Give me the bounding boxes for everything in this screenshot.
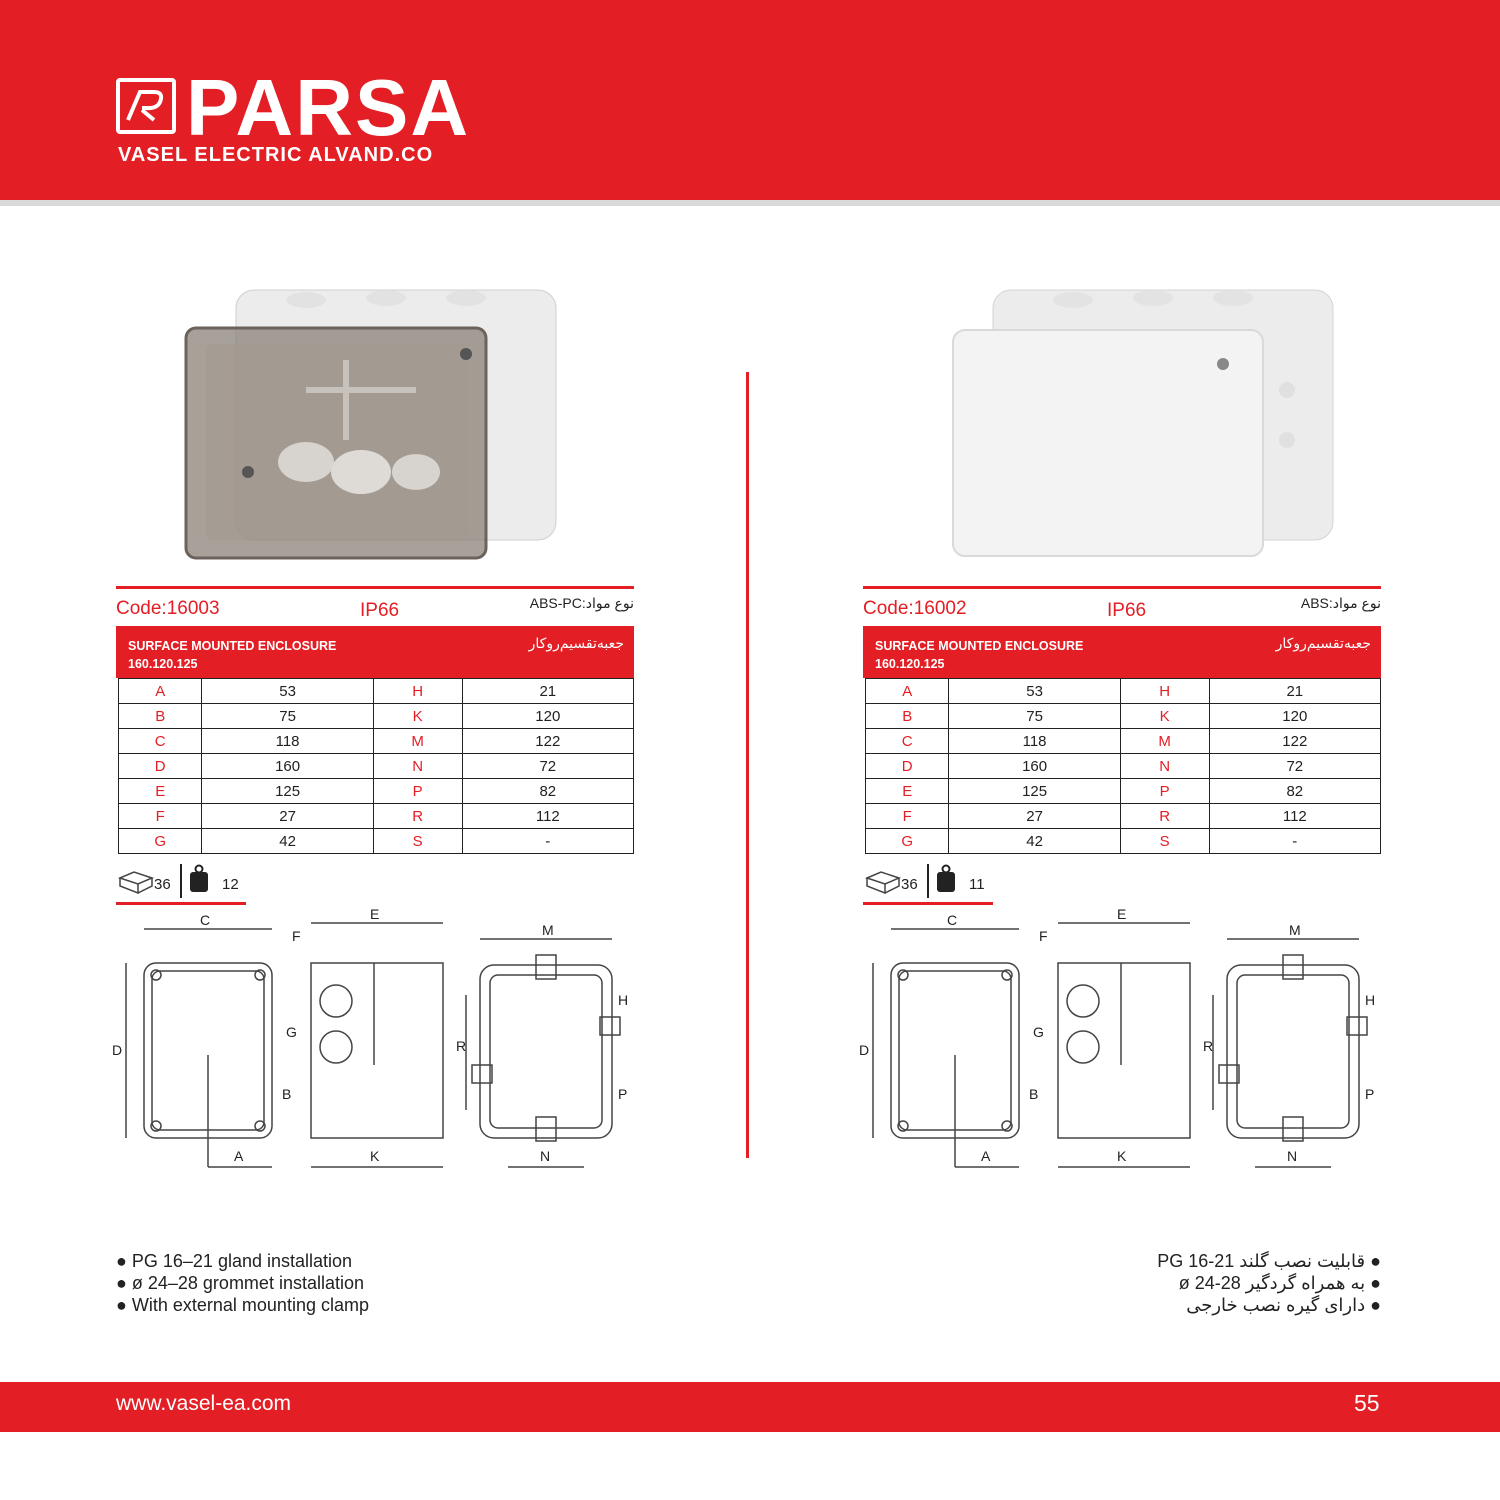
product-code: Code:16003 (116, 598, 220, 619)
dim-label-c: C (200, 912, 211, 928)
feature-list-english (116, 1250, 369, 1316)
feature-item: ● With external mounting clamp (116, 1295, 369, 1315)
dim-label-cell: N (1120, 754, 1209, 779)
dim-label-cell: D (119, 754, 202, 779)
dimensions-table (865, 678, 1381, 854)
ip-rating: IP66 (360, 600, 400, 621)
dim-label-a: A (981, 1148, 991, 1164)
dim-label-h: H (1365, 992, 1376, 1008)
dim-label-cell: A (119, 679, 202, 704)
dim-value-cell: 82 (1209, 779, 1380, 804)
table-row (119, 729, 634, 754)
dim-label-h: H (618, 992, 629, 1008)
dim-value-cell: 160 (202, 754, 373, 779)
dim-label-cell: S (1120, 829, 1209, 854)
dim-value-cell: 27 (202, 804, 373, 829)
company-name: VASEL ELECTRIC ALVAND.CO (118, 144, 434, 166)
dim-value-cell: 125 (202, 779, 373, 804)
dim-label-cell: N (373, 754, 462, 779)
dim-value-cell: 120 (1209, 704, 1380, 729)
dim-label-e: E (1117, 906, 1127, 922)
box-quantity: 36 (901, 876, 918, 893)
header-line (116, 586, 634, 589)
dim-value-cell: 75 (202, 704, 373, 729)
dim-value-cell: - (462, 829, 633, 854)
table-row (866, 829, 1381, 854)
center-divider (746, 372, 749, 1158)
dim-value-cell: 75 (949, 704, 1120, 729)
dim-label-cell: R (1120, 804, 1209, 829)
brand-name: PARSA (186, 63, 471, 152)
product-photo-opaque-lid (923, 280, 1323, 570)
packaging-info (863, 864, 993, 894)
title-persian: جعبه‌تقسیم‌روکار (1275, 635, 1371, 651)
product-panel-right (859, 0, 1383, 1380)
dim-label-cell: P (373, 779, 462, 804)
ip-rating: IP66 (1107, 600, 1147, 621)
table-row (866, 754, 1381, 779)
carton-box-icon (118, 868, 154, 894)
feature-item: ● دارای گیره نصب خارجی (1186, 1295, 1381, 1315)
dim-value-cell: 82 (462, 779, 633, 804)
title-persian: جعبه‌تقسیم‌روکار (528, 635, 624, 651)
dim-label-r: R (456, 1038, 467, 1054)
dim-label-cell: E (866, 779, 949, 804)
dim-label-g: G (286, 1024, 297, 1040)
page-number: 55 (1354, 1390, 1380, 1416)
dim-label-m: M (542, 922, 554, 938)
dim-value-cell: 21 (1209, 679, 1380, 704)
table-row (866, 679, 1381, 704)
dim-label-k: K (370, 1148, 380, 1164)
dim-label-n: N (540, 1148, 551, 1164)
dim-value-cell: 118 (949, 729, 1120, 754)
dim-value-cell: 27 (949, 804, 1120, 829)
dim-value-cell: 21 (462, 679, 633, 704)
dim-label-cell: A (866, 679, 949, 704)
feature-item: ● ø 24–28 grommet installation (116, 1273, 364, 1293)
dim-label-g: G (1033, 1024, 1044, 1040)
table-row (866, 804, 1381, 829)
dim-value-cell: 125 (949, 779, 1120, 804)
dimensions-table (118, 678, 634, 854)
dim-label-cell: D (866, 754, 949, 779)
dim-label-cell: B (119, 704, 202, 729)
weight-value: 11 (969, 876, 985, 893)
dim-label-cell: H (1120, 679, 1209, 704)
table-row (119, 754, 634, 779)
dim-label-cell: M (1120, 729, 1209, 754)
dim-value-cell: 122 (1209, 729, 1380, 754)
dim-label-p: P (618, 1086, 628, 1102)
feature-item: ● PG 16–21 gland installation (116, 1251, 353, 1271)
dim-label-d: D (112, 1042, 123, 1058)
dim-label-cell: C (866, 729, 949, 754)
product-panel-left (112, 0, 636, 1380)
packaging-separator (927, 864, 929, 898)
table-row (119, 829, 634, 854)
title-english (128, 637, 336, 673)
dim-label-cell: M (373, 729, 462, 754)
dim-label-cell: B (866, 704, 949, 729)
feature-item: ● قابلیت نصب گلند PG 16-21 (1157, 1251, 1381, 1271)
feature-list-persian (1001, 1250, 1381, 1316)
website-link[interactable]: www.vasel-ea.com (116, 1392, 292, 1415)
title-english-line1: SURFACE MOUNTED ENCLOSURE (128, 639, 337, 653)
dim-label-e: E (370, 906, 380, 922)
table-row (119, 679, 634, 704)
dim-value-cell: 53 (202, 679, 373, 704)
dim-label-f: F (292, 928, 301, 944)
header-line (863, 586, 1381, 589)
product-code: Code:16002 (863, 598, 967, 619)
packaging-info (116, 864, 246, 894)
dim-label-cell: S (373, 829, 462, 854)
table-row (119, 779, 634, 804)
dim-label-k: K (1117, 1148, 1127, 1164)
dim-value-cell: 72 (462, 754, 633, 779)
dim-label-cell: R (373, 804, 462, 829)
technical-drawing (859, 905, 1383, 1175)
dim-label-cell: H (373, 679, 462, 704)
material-type: نوع مواد:ABS-PC (529, 595, 634, 611)
dim-label-cell: K (1120, 704, 1209, 729)
table-row (866, 779, 1381, 804)
dim-value-cell: 120 (462, 704, 633, 729)
dim-label-n: N (1287, 1148, 1298, 1164)
packaging-separator (180, 864, 182, 898)
dim-label-b: B (282, 1086, 292, 1102)
dim-label-p: P (1365, 1086, 1375, 1102)
dim-value-cell: 72 (1209, 754, 1380, 779)
dim-value-cell: 112 (1209, 804, 1380, 829)
table-row (866, 729, 1381, 754)
dim-label-cell: G (866, 829, 949, 854)
weight-icon (935, 864, 957, 894)
dim-label-cell: G (119, 829, 202, 854)
dim-label-b: B (1029, 1086, 1039, 1102)
weight-value: 12 (222, 876, 239, 893)
table-row (119, 804, 634, 829)
weight-icon (188, 864, 210, 894)
dim-value-cell: - (1209, 829, 1380, 854)
dim-label-d: D (859, 1042, 870, 1058)
table-row (119, 704, 634, 729)
dim-value-cell: 42 (202, 829, 373, 854)
dim-label-r: R (1203, 1038, 1214, 1054)
dim-value-cell: 122 (462, 729, 633, 754)
dim-label-cell: E (119, 779, 202, 804)
dim-label-cell: F (119, 804, 202, 829)
title-english-line1: SURFACE MOUNTED ENCLOSURE (875, 639, 1084, 653)
title-english-line2: 160.120.125 (875, 657, 945, 671)
box-quantity: 36 (154, 876, 171, 893)
product-photo-transparent-lid (176, 280, 576, 570)
material-type: نوع مواد:ABS (1300, 595, 1381, 611)
dim-label-cell: C (119, 729, 202, 754)
title-english-line2: 160.120.125 (128, 657, 198, 671)
dim-label-c: C (947, 912, 958, 928)
dim-value-cell: 112 (462, 804, 633, 829)
table-row (866, 704, 1381, 729)
dim-label-a: A (234, 1148, 244, 1164)
technical-drawing (112, 905, 636, 1175)
dim-value-cell: 53 (949, 679, 1120, 704)
title-english (875, 637, 1083, 673)
dim-label-m: M (1289, 922, 1301, 938)
feature-item: ● به همراه گردگیر ø 24-28 (1178, 1273, 1381, 1293)
carton-box-icon (865, 868, 901, 894)
dim-label-cell: P (1120, 779, 1209, 804)
dim-value-cell: 42 (949, 829, 1120, 854)
dim-label-f: F (1039, 928, 1048, 944)
dim-label-cell: F (866, 804, 949, 829)
dim-value-cell: 118 (202, 729, 373, 754)
dim-value-cell: 160 (949, 754, 1120, 779)
dim-label-cell: K (373, 704, 462, 729)
